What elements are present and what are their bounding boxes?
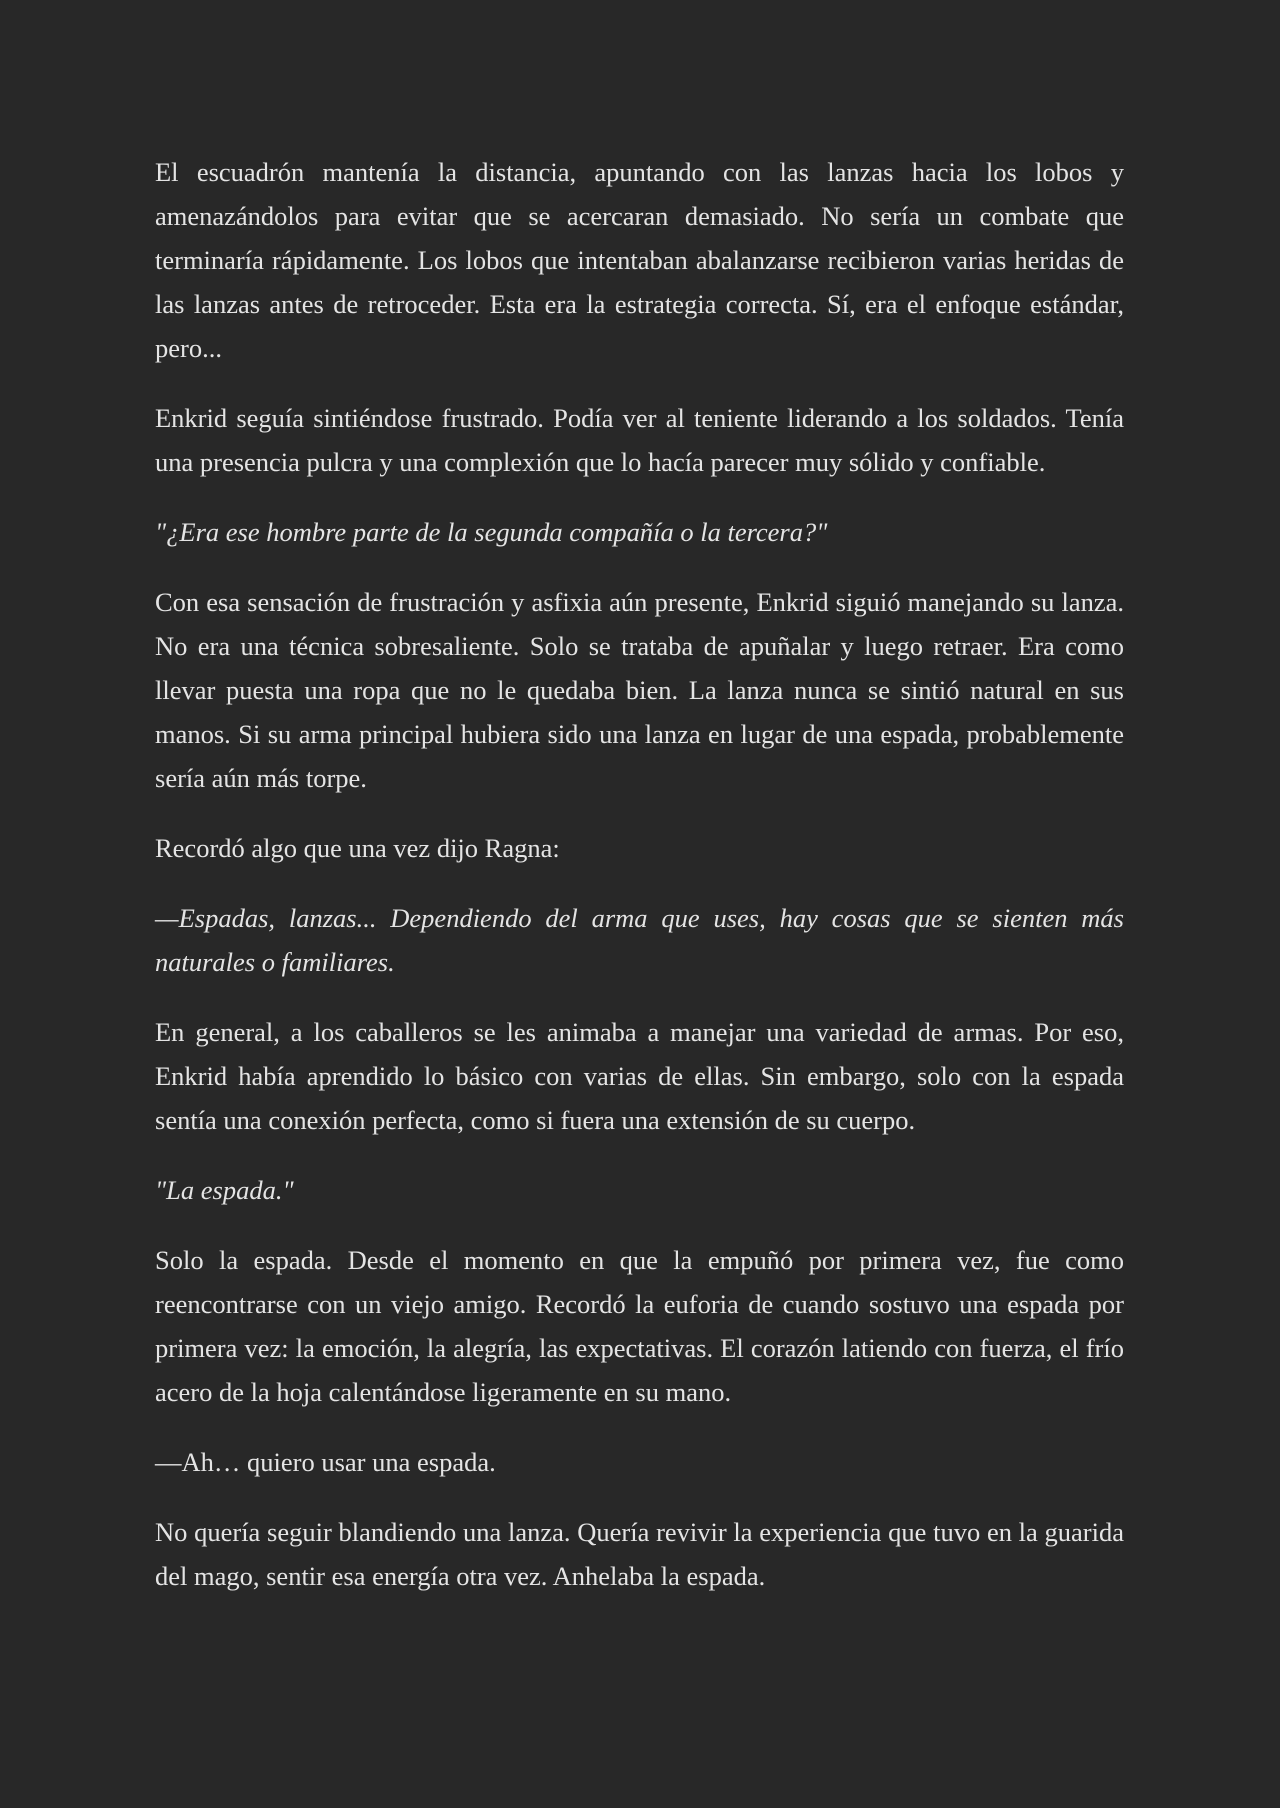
paragraph: Enkrid seguía sintiéndose frustrado. Podía ver al teniente liderando a los soldados. Tenía una presencia pulcra y una complexión que lo hacía parecer muy sólido y confiable.: [155, 403, 1124, 477]
paragraph: En general, a los caballeros se les animaba a manejar una variedad de armas. Por eso, Enkrid había aprendido lo básico con varias de ellas. Sin embargo, solo con la espada sentía una conexión perfecta, como si fuera una extensión de su cuerpo.: [155, 1017, 1124, 1135]
thought-quote: "La espada.": [155, 1175, 294, 1205]
paragraph: Solo la espada. Desde el momento en que la empuñó por primera vez, fue como reencontrarse con un viejo amigo. Recordó la euforia de cuando sostuvo una espada por primera vez: la emoción, la alegría, las expectativas. El corazón latiendo con fuerza, el frío acero de la hoja calentándose ligeramente en su mano.: [155, 1245, 1124, 1407]
recalled-dialogue: —Espadas, lanzas... Dependiendo del arma que uses, hay cosas que se sienten más naturales o familiares.: [155, 903, 1124, 977]
paragraph: Recordó algo que una vez dijo Ragna:: [155, 833, 560, 863]
paragraph: El escuadrón mantenía la distancia, apuntando con las lanzas hacia los lobos y amenazándolos para evitar que se acercaran demasiado. No sería un combate que terminaría rápidamente. Los lobos que intentaban abalanzarse recibieron varias heridas de las lanzas antes de retroceder. Esta era la estrategia correcta. Sí, era el enfoque estándar, pero...: [155, 157, 1124, 363]
dialogue-line: —Ah… quiero usar una espada.: [155, 1447, 496, 1477]
paragraph: Con esa sensación de frustración y asfixia aún presente, Enkrid siguió manejando su lanza. No era una técnica sobresaliente. Solo se trataba de apuñalar y luego retraer. Era como llevar puesta una ropa que no le quedaba bien. La lanza nunca se sintió natural en sus manos. Si su arma principal hubiera sido una lanza en lugar de una espada, probablemente sería aún más torpe.: [155, 587, 1124, 793]
thought-quote: "¿Era ese hombre parte de la segunda compañía o la tercera?": [155, 517, 828, 547]
paragraph: No quería seguir blandiendo una lanza. Quería revivir la experiencia que tuvo en la guarida del mago, sentir esa energía otra vez. Anhelaba la espada.: [155, 1517, 1124, 1591]
